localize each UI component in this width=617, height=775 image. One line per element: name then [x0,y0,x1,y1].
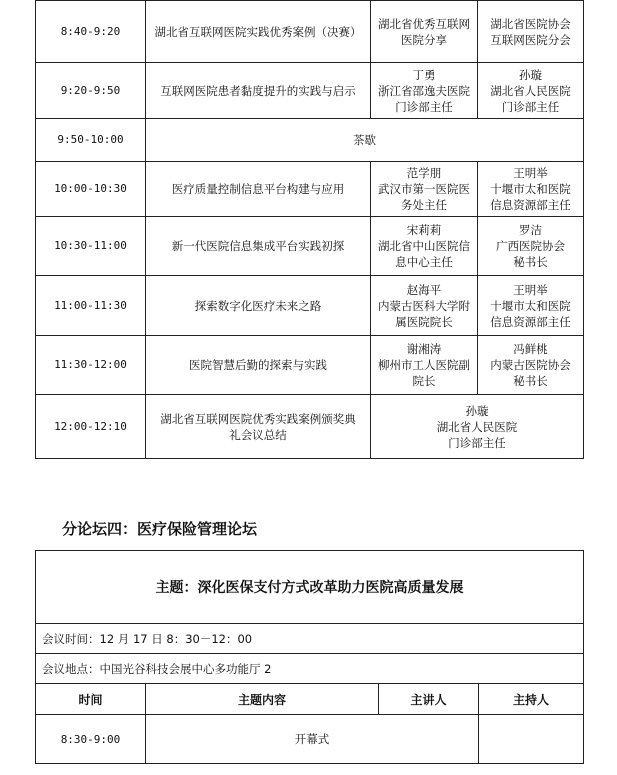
header-time: 时间 [36,684,146,715]
topic-cell: 医院智慧后勤的探索与实践 [146,336,371,395]
host-cell: 湖北省医院协会 互联网医院分会 [478,1,584,63]
speaker-cell: 谢湘涛 柳州市工人医院副 院长 [371,336,478,395]
host-cell [479,715,584,764]
table-row [36,276,584,336]
speaker-cell: 孙璇 湖北省人民医院 门诊部主任 [371,395,584,459]
meeting-time: 会议时间：12 月 17 日 8：30－12：00 [36,624,584,654]
topic-cell: 湖北省互联网医院实践优秀案例（决赛） [146,1,371,63]
time-cell: 8:40-9:20 [36,1,146,63]
table-row [36,1,584,63]
table-row [36,217,584,276]
table-row [36,715,584,764]
speaker-cell: 宋莉莉 湖北省中山医院信 息中心主任 [371,217,478,276]
table-row [36,63,584,119]
section-title: 分论坛四：医疗保险管理论坛 [62,520,258,538]
header-host: 主持人 [479,684,584,715]
forum-theme: 主题：深化医保支付方式改革助力医院高质量发展 [36,551,584,624]
host-cell: 冯鲜桃 内蒙古医院协会 秘书长 [478,336,584,395]
time-cell: 10:30-11:00 [36,217,146,276]
table-row [36,395,584,459]
table-row [36,336,584,395]
speaker-cell: 赵海平 内蒙古医科大学附 属医院院长 [371,276,478,336]
forum-table [35,550,584,764]
speaker-cell: 范学朋 武汉市第一医院医 务处主任 [371,162,478,217]
speaker-cell: 丁勇 浙江省邵逸夫医院 门诊部主任 [371,63,478,119]
meeting-venue: 会议地点：中国光谷科技会展中心多功能厅 2 [36,654,584,684]
speaker-cell: 湖北省优秀互联网 医院分享 [371,1,478,63]
topic-cell: 湖北省互联网医院优秀实践案例颁奖典 礼会议总结 [146,395,371,459]
header-row [36,684,584,715]
topic-cell: 互联网医院患者黏度提升的实践与启示 [146,63,371,119]
table-row [36,162,584,217]
time-cell: 12:00-12:10 [36,395,146,459]
topic-cell: 探索数字化医疗未来之路 [146,276,371,336]
topic-cell: 开幕式 [146,715,479,764]
time-cell: 9:50-10:00 [36,119,146,162]
header-speaker: 主讲人 [379,684,479,715]
time-cell: 10:00-10:30 [36,162,146,217]
time-cell: 8:30-9:00 [36,715,146,764]
schedule-table [35,0,584,459]
time-cell: 11:30-12:00 [36,336,146,395]
host-cell: 孙璇 湖北省人民医院 门诊部主任 [478,63,584,119]
time-cell: 11:00-11:30 [36,276,146,336]
table-row [36,119,584,162]
topic-cell: 医疗质量控制信息平台构建与应用 [146,162,371,217]
topic-cell: 新一代医院信息集成平台实践初探 [146,217,371,276]
header-topic: 主题内容 [146,684,379,715]
break-cell: 茶歇 [146,119,584,162]
host-cell: 王明举 十堰市太和医院 信息资源部主任 [478,276,584,336]
time-cell: 9:20-9:50 [36,63,146,119]
host-cell: 王明举 十堰市太和医院 信息资源部主任 [478,162,584,217]
host-cell: 罗洁 广西医院协会 秘书长 [478,217,584,276]
